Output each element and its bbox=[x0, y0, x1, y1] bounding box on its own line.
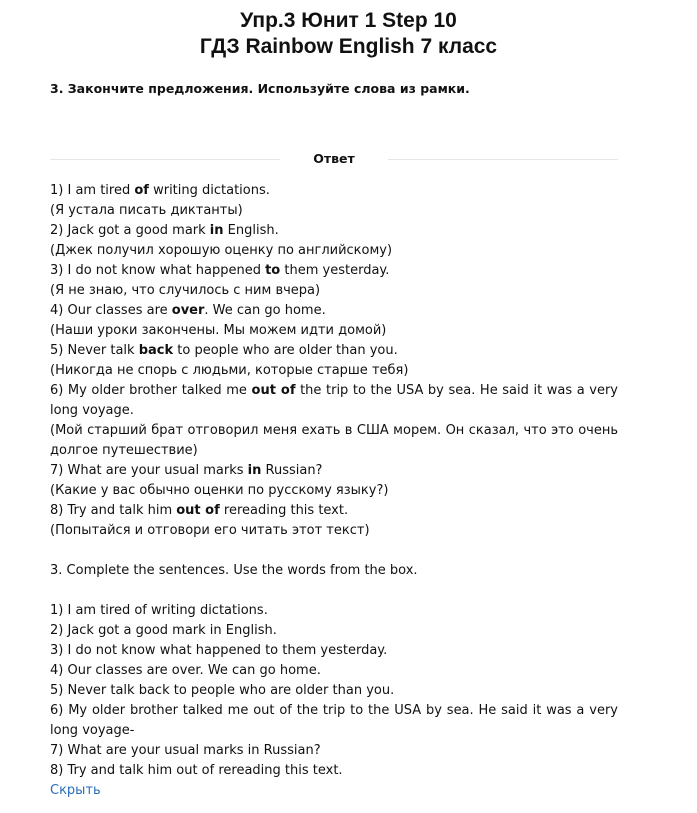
english-answer-line: 1) I am tired of writing dictations. bbox=[50, 603, 268, 618]
translation-line: (Мой старший брат отговорил меня ехать в США морем. Он сказал, что это очень bbox=[50, 423, 618, 438]
spacer bbox=[50, 541, 618, 561]
page-title: Упр.3 Юнит 1 Step 10 bbox=[240, 9, 457, 32]
english-answer-line-continuation: long voyage- bbox=[50, 723, 135, 738]
answer-line: 1) I am tired of writing dictations. bbox=[50, 183, 270, 198]
english-answer-line: 8) Try and talk him out of rereading this text. bbox=[50, 763, 343, 778]
answer-divider bbox=[50, 151, 618, 169]
page-subtitle: ГДЗ Rainbow English 7 класс bbox=[199, 35, 498, 58]
translation-line: (Джек получил хорошую оценку по английскому) bbox=[50, 243, 393, 258]
answer-line: 5) Never talk back to people who are older than you. bbox=[50, 343, 398, 358]
answer-line: 2) Jack got a good mark in English. bbox=[50, 223, 279, 238]
task-heading: 3. Закончите предложения. Используйте слова из рамки. bbox=[50, 81, 470, 96]
spacer bbox=[50, 581, 618, 601]
translation-line: (Попытайся и отговори его читать этот текст) bbox=[50, 523, 370, 538]
translation-line: (Никогда не спорь с людьми, которые старше тебя) bbox=[50, 363, 409, 378]
hide-link[interactable]: Скрыть bbox=[50, 783, 101, 798]
translation-line: (Я не знаю, что случилось с ним вчера) bbox=[50, 283, 321, 298]
answer-line: 8) Try and talk him out of rereading this text. bbox=[50, 503, 349, 518]
english-task-heading: 3. Complete the sentences. Use the words from the box. bbox=[50, 563, 418, 578]
english-answer-line: 5) Never talk back to people who are older than you. bbox=[50, 683, 395, 698]
hide-link-row bbox=[50, 781, 618, 801]
answer-line: 6) My older brother talked me out of the trip to the USA by sea. He said it was a very bbox=[50, 383, 618, 398]
divider-line-right bbox=[388, 159, 618, 160]
english-answer-line: 2) Jack got a good mark in English. bbox=[50, 623, 277, 638]
english-answer-line: 4) Our classes are over. We can go home. bbox=[50, 663, 321, 678]
translation-line: (Какие у вас обычно оценки по русскому языку?) bbox=[50, 483, 389, 498]
translation-line: (Я устала писать диктанты) bbox=[50, 203, 243, 218]
answer-line: 4) Our classes are over. We can go home. bbox=[50, 303, 326, 318]
english-answer-line: 3) I do not know what happened to them yesterday. bbox=[50, 643, 388, 658]
english-answer-line: 7) What are your usual marks in Russian? bbox=[50, 743, 321, 758]
answer-label: Ответ bbox=[313, 151, 355, 166]
translation-line-continuation: долгое путешествие) bbox=[50, 443, 198, 458]
answer-line: 3) I do not know what happened to them yesterday. bbox=[50, 263, 390, 278]
answer-content bbox=[50, 181, 618, 801]
english-answer-line: 6) My older brother talked me out of the trip to the USA by sea. He said it was a very bbox=[50, 703, 618, 718]
answer-line: 7) What are your usual marks in Russian? bbox=[50, 463, 323, 478]
answer-line-continuation: long voyage. bbox=[50, 403, 134, 418]
translation-line: (Наши уроки закончены. Мы можем идти домой) bbox=[50, 323, 387, 338]
